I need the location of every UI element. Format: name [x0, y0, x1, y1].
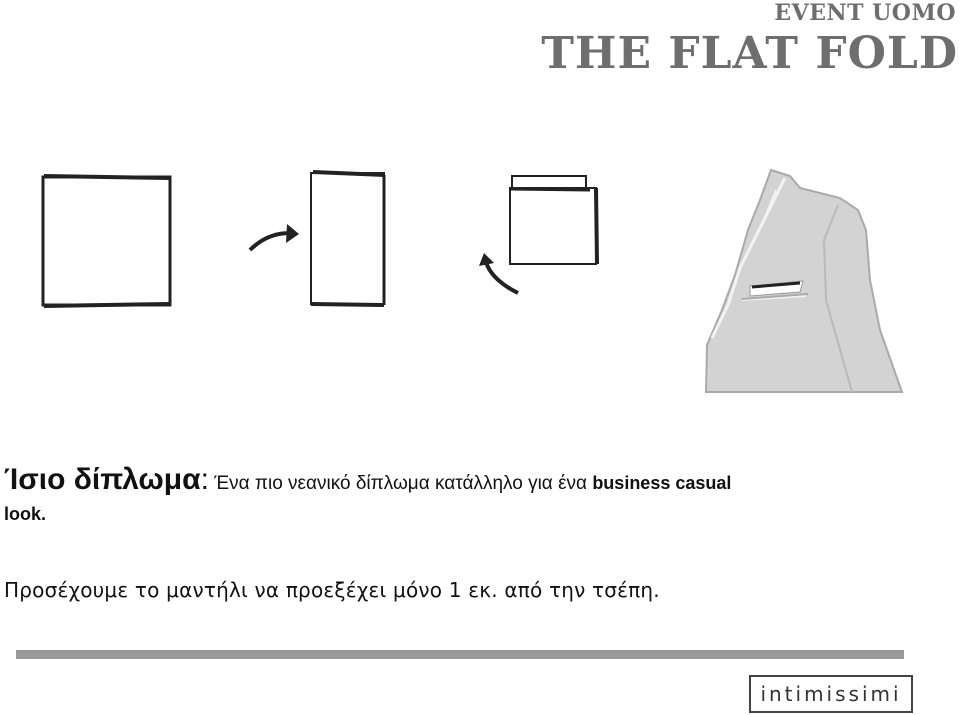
folded-half-icon: [311, 172, 384, 305]
brand-name: EVENT UOMO: [774, 0, 956, 26]
curved-arrow-right-icon: [250, 224, 299, 250]
fold-name: Ίσιο δίπλωμα: [4, 463, 201, 496]
fold-tip-note: Προσέχουμε το μαντήλι να προεξέχει μόνο 1 εκ. από την τσέπη.: [4, 578, 660, 602]
footer-divider: [16, 650, 904, 659]
square-cloth-icon: [43, 176, 170, 306]
fold-style-emphasis: business casual: [592, 473, 732, 493]
fold-description: [4, 463, 904, 528]
folded-square-icon: [510, 176, 597, 264]
fold-description-tail: look.: [4, 504, 47, 524]
fold-description-text: Ένα πιο νεανικό δίπλωμα κατάλληλο για ένα: [208, 473, 593, 494]
logo-text: intimissimi: [760, 682, 902, 706]
fold-name-separator: :: [200, 463, 209, 496]
page-title: THE FLAT FOLD: [541, 28, 958, 79]
jacket-pocket-icon: [706, 170, 902, 392]
intimissimi-logo: [749, 675, 913, 713]
